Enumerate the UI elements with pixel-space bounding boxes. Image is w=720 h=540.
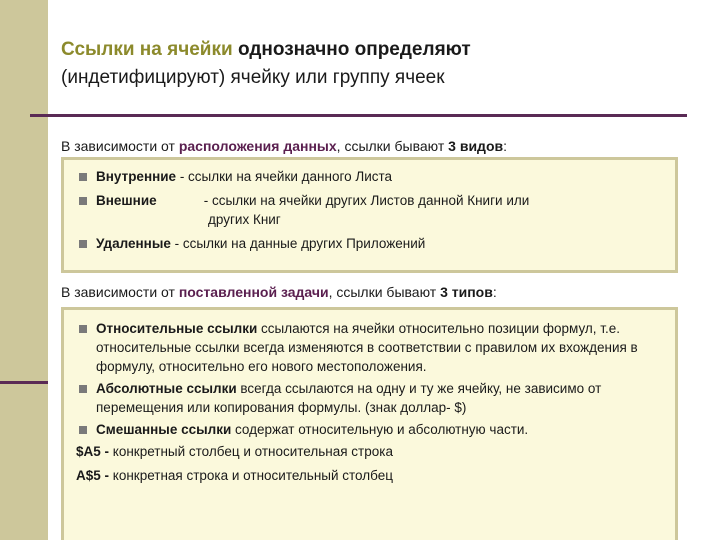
intro-task-middle: , ссылки бывают bbox=[328, 284, 441, 300]
square-bullet-icon bbox=[79, 240, 87, 248]
square-bullet-icon bbox=[79, 426, 87, 434]
square-bullet-icon bbox=[79, 197, 87, 205]
example-row bbox=[76, 466, 665, 485]
item-desc-cont: других Книг bbox=[208, 212, 281, 227]
square-bullet-icon bbox=[79, 173, 87, 181]
list-item bbox=[76, 234, 665, 253]
example-desc: конкретная строка и относительный столбец bbox=[109, 468, 393, 483]
left-decor-line bbox=[0, 381, 48, 384]
list-item bbox=[76, 420, 665, 439]
title-rest: однозначно определяют bbox=[232, 39, 471, 60]
intro-location bbox=[61, 137, 507, 155]
location-types-box bbox=[61, 157, 678, 273]
title-line2: (индетифицируют) ячейку или группу ячеек bbox=[61, 67, 445, 88]
intro-task-count: 3 типов bbox=[440, 284, 493, 300]
title-highlight: Ссылки на ячейки bbox=[61, 39, 233, 60]
item-desc: - ссылки на ячейки других Листов данной Книги или bbox=[200, 193, 530, 208]
example-desc: конкретный столбец и относительная строка bbox=[109, 444, 393, 459]
list-item bbox=[76, 167, 665, 186]
item-desc: - ссылки на ячейки данного Листа bbox=[176, 169, 393, 184]
left-decor-bar bbox=[0, 0, 48, 540]
task-types-box bbox=[61, 307, 678, 540]
item-desc: всегда ссылаются на одну и ту же ячейку, не зависимо от перемещения или копирования формулы. (знак доллар- $) bbox=[96, 381, 602, 415]
list-item bbox=[76, 379, 665, 417]
intro-task-bold: поставленной задачи bbox=[178, 284, 329, 300]
intro-task-prefix: В зависимости от bbox=[61, 284, 179, 300]
example-code: $A5 - bbox=[76, 444, 110, 459]
intro-task-suffix: : bbox=[492, 284, 497, 300]
intro-location-bold: расположения данных bbox=[178, 138, 337, 154]
square-bullet-icon bbox=[79, 385, 87, 393]
item-name: Внешние bbox=[96, 193, 157, 208]
example-code: A$5 - bbox=[76, 468, 110, 483]
intro-location-prefix: В зависимости от bbox=[61, 138, 179, 154]
intro-task bbox=[61, 283, 497, 301]
slide-title bbox=[61, 36, 681, 92]
title-divider bbox=[30, 114, 687, 117]
item-name: Внутренние bbox=[96, 169, 177, 184]
intro-location-count: 3 видов bbox=[448, 138, 504, 154]
list-item bbox=[76, 319, 665, 376]
item-name: Смешанные ссылки bbox=[96, 422, 232, 437]
item-desc: ссылаются на ячейки относительно позиции формул, т.е. относительные ссылки всегда изменяются в соответствии с правилом их вхождения в формулу, относительно его нового местоположения. bbox=[96, 321, 638, 374]
item-name: Абсолютные ссылки bbox=[96, 381, 237, 396]
item-desc: содержат относительную и абсолютную части. bbox=[231, 422, 529, 437]
square-bullet-icon bbox=[79, 325, 87, 333]
item-desc: - ссылки на данные других Приложений bbox=[170, 236, 426, 251]
example-row bbox=[76, 442, 665, 461]
item-name: Относительные ссылки bbox=[96, 321, 258, 336]
item-name: Удаленные bbox=[96, 236, 171, 251]
intro-location-middle: , ссылки бывают bbox=[336, 138, 449, 154]
intro-location-suffix: : bbox=[503, 138, 507, 154]
list-item bbox=[76, 191, 665, 229]
